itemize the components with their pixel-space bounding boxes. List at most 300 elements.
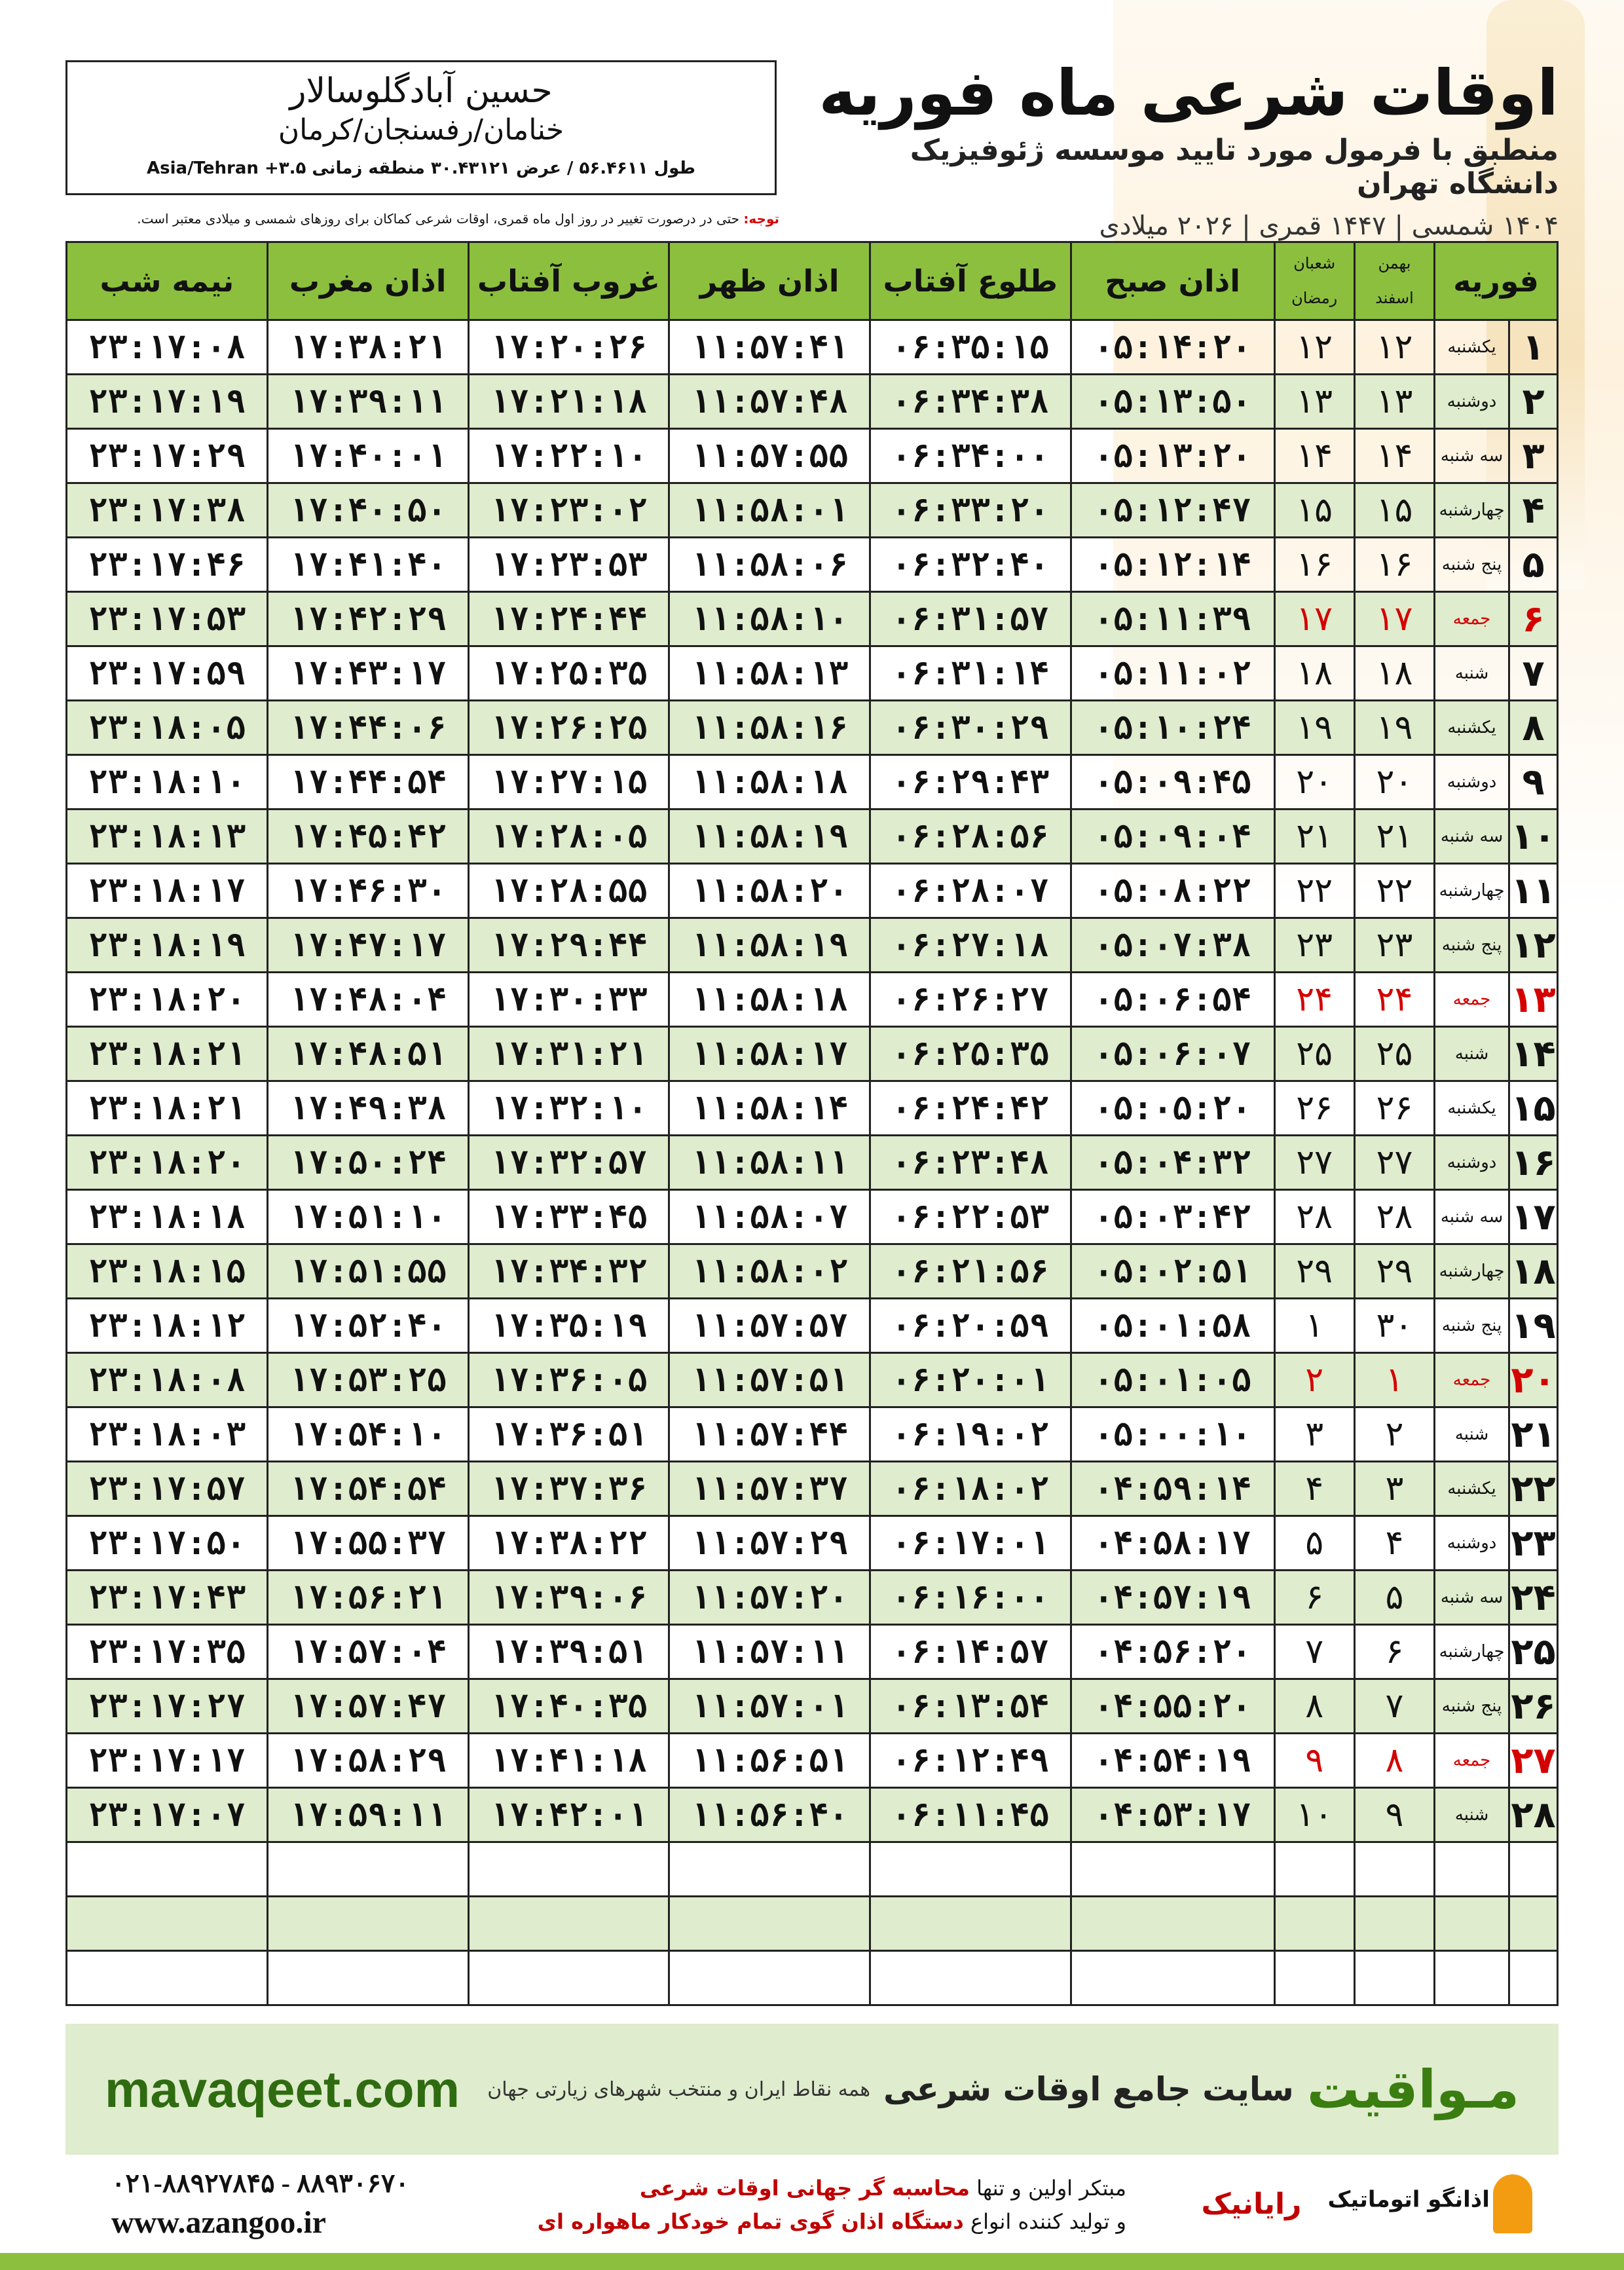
dhuhr-time: ۱۱:۵۸:۱۶ <box>669 701 870 755</box>
sunrise-time: ۰۶:۱۳:۵۴ <box>870 1679 1071 1734</box>
empty-cell <box>267 1897 468 1951</box>
maghrib-time: ۱۷:۴۳:۱۷ <box>267 646 468 701</box>
fajr-time: ۰۵:۰۲:۵۱ <box>1071 1244 1274 1299</box>
midnight-time: ۲۳:۱۷:۵۷ <box>67 1462 268 1516</box>
solar-date: ۲۲ <box>1354 864 1434 918</box>
fajr-time: ۰۴:۵۵:۲۰ <box>1071 1679 1274 1734</box>
empty-cell <box>669 1951 870 2005</box>
note-text: حتی در درصورت تغییر در روز اول ماه قمری، اوقات شرعی کماکان برای روزهای شمسی و میلادی معتبر است. <box>137 211 740 227</box>
lunar-date: ۱۸ <box>1274 646 1354 701</box>
empty-cell <box>468 1897 669 1951</box>
header-lunar: شعبان رمضان <box>1274 242 1354 320</box>
day-number: ۱۴ <box>1509 1027 1558 1081</box>
day-number: ۱۲ <box>1509 918 1558 973</box>
dhuhr-time: ۱۱:۵۷:۲۹ <box>669 1516 870 1571</box>
azangoo-logo: اذانگو اتوماتیک <box>1327 2174 1532 2233</box>
bottom-bar <box>0 2253 1624 2270</box>
sunset-time: ۱۷:۳۹:۰۶ <box>468 1571 669 1625</box>
solar-date: ۷ <box>1354 1679 1434 1734</box>
dhuhr-time: ۱۱:۵۶:۵۱ <box>669 1734 870 1788</box>
sunrise-time: ۰۶:۲۴:۴۲ <box>870 1081 1071 1136</box>
day-number: ۲۴ <box>1509 1571 1558 1625</box>
solar-date: ۲۰ <box>1354 755 1434 809</box>
solar-date: ۱ <box>1354 1353 1434 1407</box>
midnight-time: ۲۳:۱۸:۲۱ <box>67 1081 268 1136</box>
weekday: یکشنبه <box>1435 701 1509 755</box>
sunset-time: ۱۷:۲۳:۰۲ <box>468 483 669 538</box>
dhuhr-time: ۱۱:۵۸:۱۴ <box>669 1081 870 1136</box>
maghrib-time: ۱۷:۵۰:۲۴ <box>267 1136 468 1190</box>
fajr-time: ۰۴:۵۳:۱۷ <box>1071 1788 1274 1842</box>
weekday: دوشنبه <box>1435 755 1509 809</box>
empty-cell <box>1435 1897 1509 1951</box>
table-row <box>67 973 1558 1027</box>
azangoo-icon <box>1493 2174 1532 2233</box>
coordinates: طول ۵۶.۴۶۱۱ / عرض ۳۰.۴۳۱۲۱ منطقه زمانی ۳.۵+ Asia/Tehran <box>147 158 695 178</box>
sunset-time: ۱۷:۲۷:۱۵ <box>468 755 669 809</box>
day-number: ۵ <box>1509 538 1558 592</box>
fajr-time: ۰۵:۰۶:۰۷ <box>1071 1027 1274 1081</box>
lunar-date: ۱۵ <box>1274 483 1354 538</box>
empty-cell <box>1274 1897 1354 1951</box>
weekday: چهارشنبه <box>1435 483 1509 538</box>
sunrise-time: ۰۶:۲۱:۵۶ <box>870 1244 1071 1299</box>
sunset-time: ۱۷:۳۸:۲۲ <box>468 1516 669 1571</box>
maghrib-time: ۱۷:۴۶:۳۰ <box>267 864 468 918</box>
sunset-time: ۱۷:۴۲:۰۱ <box>468 1788 669 1842</box>
midnight-time: ۲۳:۱۷:۲۹ <box>67 429 268 483</box>
empty-row <box>67 1842 1558 1897</box>
day-number: ۲۳ <box>1509 1516 1558 1571</box>
day-number: ۱۰ <box>1509 809 1558 864</box>
maghrib-time: ۱۷:۳۹:۱۱ <box>267 375 468 429</box>
weekday: یکشنبه <box>1435 1081 1509 1136</box>
solar-date: ۹ <box>1354 1788 1434 1842</box>
sunrise-time: ۰۶:۲۶:۲۷ <box>870 973 1071 1027</box>
fajr-time: ۰۵:۱۳:۲۰ <box>1071 429 1274 483</box>
sunset-time: ۱۷:۳۰:۳۳ <box>468 973 669 1027</box>
fajr-time: ۰۵:۰۹:۴۵ <box>1071 755 1274 809</box>
lunar-date: ۱۷ <box>1274 592 1354 646</box>
lunar-date: ۲۴ <box>1274 973 1354 1027</box>
sunrise-time: ۰۶:۳۲:۴۰ <box>870 538 1071 592</box>
solar-date: ۲۷ <box>1354 1136 1434 1190</box>
empty-row <box>67 1951 1558 2005</box>
weekday: دوشنبه <box>1435 375 1509 429</box>
lunar-date: ۱۳ <box>1274 375 1354 429</box>
sunset-time: ۱۷:۲۹:۴۴ <box>468 918 669 973</box>
solar-date: ۱۴ <box>1354 429 1434 483</box>
sunrise-time: ۰۶:۳۳:۲۰ <box>870 483 1071 538</box>
table-row <box>67 375 1558 429</box>
day-number: ۲۱ <box>1509 1407 1558 1462</box>
midnight-time: ۲۳:۱۸:۱۰ <box>67 755 268 809</box>
note <box>65 211 779 227</box>
empty-cell <box>67 1897 268 1951</box>
sunset-time: ۱۷:۳۵:۱۹ <box>468 1299 669 1353</box>
sunrise-time: ۰۶:۲۵:۳۵ <box>870 1027 1071 1081</box>
table-row <box>67 1407 1558 1462</box>
weekday: پنج شنبه <box>1435 918 1509 973</box>
sunrise-time: ۰۶:۲۳:۴۸ <box>870 1136 1071 1190</box>
empty-cell <box>1071 1842 1274 1897</box>
fajr-time: ۰۵:۰۰:۱۰ <box>1071 1407 1274 1462</box>
solar-date: ۶ <box>1354 1625 1434 1679</box>
table-row <box>67 592 1558 646</box>
day-number: ۱۷ <box>1509 1190 1558 1244</box>
lunar-date: ۲ <box>1274 1353 1354 1407</box>
fajr-time: ۰۵:۰۸:۲۲ <box>1071 864 1274 918</box>
maghrib-time: ۱۷:۵۷:۰۴ <box>267 1625 468 1679</box>
lunar-date: ۵ <box>1274 1516 1354 1571</box>
solar-date: ۲۱ <box>1354 809 1434 864</box>
fajr-time: ۰۴:۵۴:۱۹ <box>1071 1734 1274 1788</box>
rayanik-logo: رایانیک <box>1201 2187 1302 2221</box>
dhuhr-time: ۱۱:۵۸:۱۹ <box>669 809 870 864</box>
sunrise-time: ۰۶:۲۰:۰۱ <box>870 1353 1071 1407</box>
maghrib-time: ۱۷:۵۲:۴۰ <box>267 1299 468 1353</box>
day-number: ۲۸ <box>1509 1788 1558 1842</box>
maghrib-time: ۱۷:۴۵:۴۲ <box>267 809 468 864</box>
midnight-time: ۲۳:۱۷:۰۷ <box>67 1788 268 1842</box>
dhuhr-time: ۱۱:۵۷:۱۱ <box>669 1625 870 1679</box>
day-number: ۲۲ <box>1509 1462 1558 1516</box>
sunrise-time: ۰۶:۲۸:۵۶ <box>870 809 1071 864</box>
dhuhr-time: ۱۱:۵۸:۰۲ <box>669 1244 870 1299</box>
maghrib-time: ۱۷:۵۵:۳۷ <box>267 1516 468 1571</box>
year-line: ۱۴۰۴ شمسی | ۱۴۴۷ قمری | ۲۰۲۶ میلادی <box>1099 210 1559 241</box>
day-number: ۱۵ <box>1509 1081 1558 1136</box>
table-row <box>67 538 1558 592</box>
table-row <box>67 1571 1558 1625</box>
midnight-time: ۲۳:۱۷:۳۸ <box>67 483 268 538</box>
sunset-time: ۱۷:۳۹:۵۱ <box>468 1625 669 1679</box>
sunrise-time: ۰۶:۱۶:۰۰ <box>870 1571 1071 1625</box>
fajr-time: ۰۵:۰۵:۲۰ <box>1071 1081 1274 1136</box>
page-subtitle: منطبق با فرمول مورد تایید موسسه ژئوفیزیک دانشگاه تهران <box>910 133 1559 200</box>
maghrib-time: ۱۷:۵۸:۲۹ <box>267 1734 468 1788</box>
sunrise-time: ۰۶:۲۲:۵۳ <box>870 1190 1071 1244</box>
maghrib-time: ۱۷:۵۶:۲۱ <box>267 1571 468 1625</box>
dhuhr-time: ۱۱:۵۷:۰۱ <box>669 1679 870 1734</box>
weekday: سه شنبه <box>1435 1190 1509 1244</box>
maghrib-time: ۱۷:۵۱:۵۵ <box>267 1244 468 1299</box>
lunar-date: ۲۱ <box>1274 809 1354 864</box>
sunset-time: ۱۷:۳۴:۳۲ <box>468 1244 669 1299</box>
solar-date: ۵ <box>1354 1571 1434 1625</box>
fajr-time: ۰۴:۵۹:۱۴ <box>1071 1462 1274 1516</box>
day-number: ۷ <box>1509 646 1558 701</box>
solar-date: ۳۰ <box>1354 1299 1434 1353</box>
lunar-date: ۷ <box>1274 1625 1354 1679</box>
sunset-time: ۱۷:۳۳:۴۵ <box>468 1190 669 1244</box>
empty-row <box>67 1897 1558 1951</box>
table-row <box>67 1081 1558 1136</box>
lunar-date: ۲۲ <box>1274 864 1354 918</box>
solar-date: ۲۹ <box>1354 1244 1434 1299</box>
maghrib-time: ۱۷:۴۱:۴۰ <box>267 538 468 592</box>
sunrise-time: ۰۶:۳۱:۱۴ <box>870 646 1071 701</box>
lunar-date: ۱ <box>1274 1299 1354 1353</box>
dhuhr-time: ۱۱:۵۸:۱۱ <box>669 1136 870 1190</box>
header-solar: بهمن اسفند <box>1354 242 1434 320</box>
brand-block <box>487 2059 1519 2120</box>
day-number: ۲۶ <box>1509 1679 1558 1734</box>
day-number: ۲۵ <box>1509 1625 1558 1679</box>
lunar-date: ۲۵ <box>1274 1027 1354 1081</box>
table-row <box>67 1679 1558 1734</box>
empty-cell <box>1435 1951 1509 2005</box>
day-number: ۱۱ <box>1509 864 1558 918</box>
lunar-date: ۶ <box>1274 1571 1354 1625</box>
midnight-time: ۲۳:۱۷:۰۸ <box>67 320 268 375</box>
sunrise-time: ۰۶:۱۹:۰۲ <box>870 1407 1071 1462</box>
weekday: چهارشنبه <box>1435 1625 1509 1679</box>
midnight-time: ۲۳:۱۷:۴۳ <box>67 1571 268 1625</box>
header-midnight: نیمه شب <box>67 242 268 320</box>
fajr-time: ۰۵:۰۷:۳۸ <box>1071 918 1274 973</box>
day-number: ۱۳ <box>1509 973 1558 1027</box>
sunset-time: ۱۷:۳۶:۵۱ <box>468 1407 669 1462</box>
lunar-date: ۴ <box>1274 1462 1354 1516</box>
solar-date: ۱۷ <box>1354 592 1434 646</box>
empty-cell <box>468 1842 669 1897</box>
lunar-date: ۳ <box>1274 1407 1354 1462</box>
sunrise-time: ۰۶:۳۵:۱۵ <box>870 320 1071 375</box>
dhuhr-time: ۱۱:۵۸:۱۸ <box>669 755 870 809</box>
sunset-time: ۱۷:۴۰:۳۵ <box>468 1679 669 1734</box>
solar-date: ۱۵ <box>1354 483 1434 538</box>
lunar-date: ۲۰ <box>1274 755 1354 809</box>
solar-date: ۱۲ <box>1354 320 1434 375</box>
maghrib-time: ۱۷:۵۷:۴۷ <box>267 1679 468 1734</box>
sunrise-time: ۰۶:۳۱:۵۷ <box>870 592 1071 646</box>
midnight-time: ۲۳:۱۸:۱۷ <box>67 864 268 918</box>
dhuhr-time: ۱۱:۵۸:۰۷ <box>669 1190 870 1244</box>
weekday: یکشنبه <box>1435 320 1509 375</box>
solar-date: ۱۸ <box>1354 646 1434 701</box>
maghrib-time: ۱۷:۵۹:۱۱ <box>267 1788 468 1842</box>
day-number: ۶ <box>1509 592 1558 646</box>
maghrib-time: ۱۷:۴۸:۰۴ <box>267 973 468 1027</box>
dhuhr-time: ۱۱:۵۷:۴۸ <box>669 375 870 429</box>
table-row <box>67 1190 1558 1244</box>
sunset-time: ۱۷:۲۱:۱۸ <box>468 375 669 429</box>
solar-date: ۲۵ <box>1354 1027 1434 1081</box>
header-fajr: اذان صبح <box>1071 242 1274 320</box>
weekday: پنج شنبه <box>1435 1679 1509 1734</box>
sunset-time: ۱۷:۳۷:۳۶ <box>468 1462 669 1516</box>
dhuhr-time: ۱۱:۵۸:۱۷ <box>669 1027 870 1081</box>
weekday: شنبه <box>1435 1027 1509 1081</box>
empty-cell <box>1509 1842 1558 1897</box>
midnight-time: ۲۳:۱۷:۵۹ <box>67 646 268 701</box>
midnight-time: ۲۳:۱۷:۴۶ <box>67 538 268 592</box>
midnight-time: ۲۳:۱۸:۲۰ <box>67 973 268 1027</box>
solar-date: ۱۶ <box>1354 538 1434 592</box>
empty-cell <box>1509 1951 1558 2005</box>
solar-date: ۸ <box>1354 1734 1434 1788</box>
dhuhr-time: ۱۱:۵۷:۵۷ <box>669 1299 870 1353</box>
empty-cell <box>267 1951 468 2005</box>
empty-cell <box>669 1842 870 1897</box>
sunset-time: ۱۷:۲۰:۲۶ <box>468 320 669 375</box>
dhuhr-time: ۱۱:۵۷:۵۱ <box>669 1353 870 1407</box>
table-row <box>67 646 1558 701</box>
day-number: ۴ <box>1509 483 1558 538</box>
table-row <box>67 1516 1558 1571</box>
lunar-date: ۲۷ <box>1274 1136 1354 1190</box>
dhuhr-time: ۱۱:۵۸:۱۳ <box>669 646 870 701</box>
sunset-time: ۱۷:۲۴:۴۴ <box>468 592 669 646</box>
maghrib-time: ۱۷:۴۸:۵۱ <box>267 1027 468 1081</box>
weekday: جمعه <box>1435 1734 1509 1788</box>
midnight-time: ۲۳:۱۸:۱۳ <box>67 809 268 864</box>
dhuhr-time: ۱۱:۵۸:۰۱ <box>669 483 870 538</box>
sunrise-time: ۰۶:۳۰:۲۹ <box>870 701 1071 755</box>
weekday: دوشنبه <box>1435 1136 1509 1190</box>
dhuhr-time: ۱۱:۵۸:۱۹ <box>669 918 870 973</box>
table-row <box>67 483 1558 538</box>
header-sunrise: طلوع آفتاب <box>870 242 1071 320</box>
maghrib-time: ۱۷:۵۱:۱۰ <box>267 1190 468 1244</box>
weekday: سه شنبه <box>1435 429 1509 483</box>
lunar-date: ۱۶ <box>1274 538 1354 592</box>
weekday: سه شنبه <box>1435 809 1509 864</box>
empty-cell <box>1274 1951 1354 2005</box>
lunar-date: ۲۳ <box>1274 918 1354 973</box>
table-header-row <box>67 242 1558 320</box>
page-title: اوقات شرعی ماه فوریه <box>819 56 1559 130</box>
empty-cell <box>669 1897 870 1951</box>
empty-cell <box>67 1842 268 1897</box>
prayer-times-table <box>65 241 1559 2006</box>
website-banner <box>65 2024 1559 2155</box>
sunrise-time: ۰۶:۱۲:۴۹ <box>870 1734 1071 1788</box>
lunar-date: ۲۶ <box>1274 1081 1354 1136</box>
city-name: حسین آبادگلوسالار <box>289 71 553 111</box>
maghrib-time: ۱۷:۵۴:۵۴ <box>267 1462 468 1516</box>
sunrise-time: ۰۶:۲۹:۴۳ <box>870 755 1071 809</box>
empty-cell <box>468 1951 669 2005</box>
footer-logos <box>1201 2174 1532 2233</box>
maghrib-time: ۱۷:۳۸:۲۱ <box>267 320 468 375</box>
weekday: پنج شنبه <box>1435 1299 1509 1353</box>
weekday: جمعه <box>1435 592 1509 646</box>
dhuhr-time: ۱۱:۵۸:۱۸ <box>669 973 870 1027</box>
sunrise-time: ۰۶:۱۷:۰۱ <box>870 1516 1071 1571</box>
table-row <box>67 1734 1558 1788</box>
fajr-time: ۰۵:۰۶:۵۴ <box>1071 973 1274 1027</box>
maghrib-time: ۱۷:۴۹:۳۸ <box>267 1081 468 1136</box>
mavaqeet-logo: مـواقیت <box>1306 2058 1519 2120</box>
location-box <box>65 60 777 195</box>
solar-date: ۲۶ <box>1354 1081 1434 1136</box>
day-number: ۱ <box>1509 320 1558 375</box>
midnight-time: ۲۳:۱۷:۲۷ <box>67 1679 268 1734</box>
sunset-time: ۱۷:۳۲:۱۰ <box>468 1081 669 1136</box>
fajr-time: ۰۵:۰۱:۵۸ <box>1071 1299 1274 1353</box>
dhuhr-time: ۱۱:۵۸:۱۰ <box>669 592 870 646</box>
table-row <box>67 1299 1558 1353</box>
maghrib-time: ۱۷:۴۰:۵۰ <box>267 483 468 538</box>
solar-date: ۳ <box>1354 1462 1434 1516</box>
table-row <box>67 320 1558 375</box>
empty-cell <box>1354 1951 1434 2005</box>
empty-cell <box>870 1897 1071 1951</box>
footer-website[interactable]: www.azangoo.ir <box>111 2205 326 2240</box>
day-number: ۳ <box>1509 429 1558 483</box>
weekday: چهارشنبه <box>1435 1244 1509 1299</box>
midnight-time: ۲۳:۱۸:۱۹ <box>67 918 268 973</box>
weekday: دوشنبه <box>1435 1516 1509 1571</box>
table-row <box>67 1244 1558 1299</box>
fajr-time: ۰۴:۵۷:۱۹ <box>1071 1571 1274 1625</box>
solar-date: ۴ <box>1354 1516 1434 1571</box>
table-row <box>67 918 1558 973</box>
day-number: ۲۰ <box>1509 1353 1558 1407</box>
midnight-time: ۲۳:۱۸:۱۵ <box>67 1244 268 1299</box>
weekday: سه شنبه <box>1435 1571 1509 1625</box>
lunar-date: ۲۹ <box>1274 1244 1354 1299</box>
maghrib-time: ۱۷:۴۲:۲۹ <box>267 592 468 646</box>
fajr-time: ۰۵:۰۱:۰۵ <box>1071 1353 1274 1407</box>
midnight-time: ۲۳:۱۷:۵۰ <box>67 1516 268 1571</box>
sunset-time: ۱۷:۴۱:۱۸ <box>468 1734 669 1788</box>
table-row <box>67 701 1558 755</box>
dhuhr-time: ۱۱:۵۷:۲۰ <box>669 1571 870 1625</box>
midnight-time: ۲۳:۱۷:۱۹ <box>67 375 268 429</box>
midnight-time: ۲۳:۱۸:۰۸ <box>67 1353 268 1407</box>
fajr-time: ۰۵:۱۲:۴۷ <box>1071 483 1274 538</box>
midnight-time: ۲۳:۱۷:۱۷ <box>67 1734 268 1788</box>
lunar-date: ۱۴ <box>1274 429 1354 483</box>
sunset-time: ۱۷:۲۲:۱۰ <box>468 429 669 483</box>
fajr-time: ۰۵:۰۴:۳۲ <box>1071 1136 1274 1190</box>
sunset-time: ۱۷:۲۳:۵۳ <box>468 538 669 592</box>
solar-date: ۲۸ <box>1354 1190 1434 1244</box>
solar-date: ۲۳ <box>1354 918 1434 973</box>
header-sunset: غروب آفتاب <box>468 242 669 320</box>
sunrise-time: ۰۶:۲۷:۱۸ <box>870 918 1071 973</box>
dhuhr-time: ۱۱:۵۸:۰۶ <box>669 538 870 592</box>
sunset-time: ۱۷:۲۸:۰۵ <box>468 809 669 864</box>
table-row <box>67 1625 1558 1679</box>
note-label: توجه: <box>743 211 779 227</box>
weekday: شنبه <box>1435 1407 1509 1462</box>
fajr-time: ۰۵:۱۰:۲۴ <box>1071 701 1274 755</box>
fajr-time: ۰۵:۱۳:۵۰ <box>1071 375 1274 429</box>
sunset-time: ۱۷:۲۸:۵۵ <box>468 864 669 918</box>
website-url[interactable]: mavaqeet.com <box>105 2060 460 2118</box>
midnight-time: ۲۳:۱۸:۲۰ <box>67 1136 268 1190</box>
dhuhr-time: ۱۱:۵۷:۳۷ <box>669 1462 870 1516</box>
empty-cell <box>1435 1842 1509 1897</box>
table-row <box>67 1136 1558 1190</box>
maghrib-time: ۱۷:۴۴:۰۶ <box>267 701 468 755</box>
title-block <box>805 56 1559 241</box>
sunrise-time: ۰۶:۳۴:۳۸ <box>870 375 1071 429</box>
table-row <box>67 1788 1558 1842</box>
dhuhr-time: ۱۱:۵۶:۴۰ <box>669 1788 870 1842</box>
dhuhr-time: ۱۱:۵۷:۴۴ <box>669 1407 870 1462</box>
empty-cell <box>870 1951 1071 2005</box>
footer <box>65 2168 1559 2246</box>
header-month: فوریه <box>1435 242 1558 320</box>
solar-date: ۲ <box>1354 1407 1434 1462</box>
dhuhr-time: ۱۱:۵۷:۵۵ <box>669 429 870 483</box>
sunset-time: ۱۷:۳۲:۵۷ <box>468 1136 669 1190</box>
